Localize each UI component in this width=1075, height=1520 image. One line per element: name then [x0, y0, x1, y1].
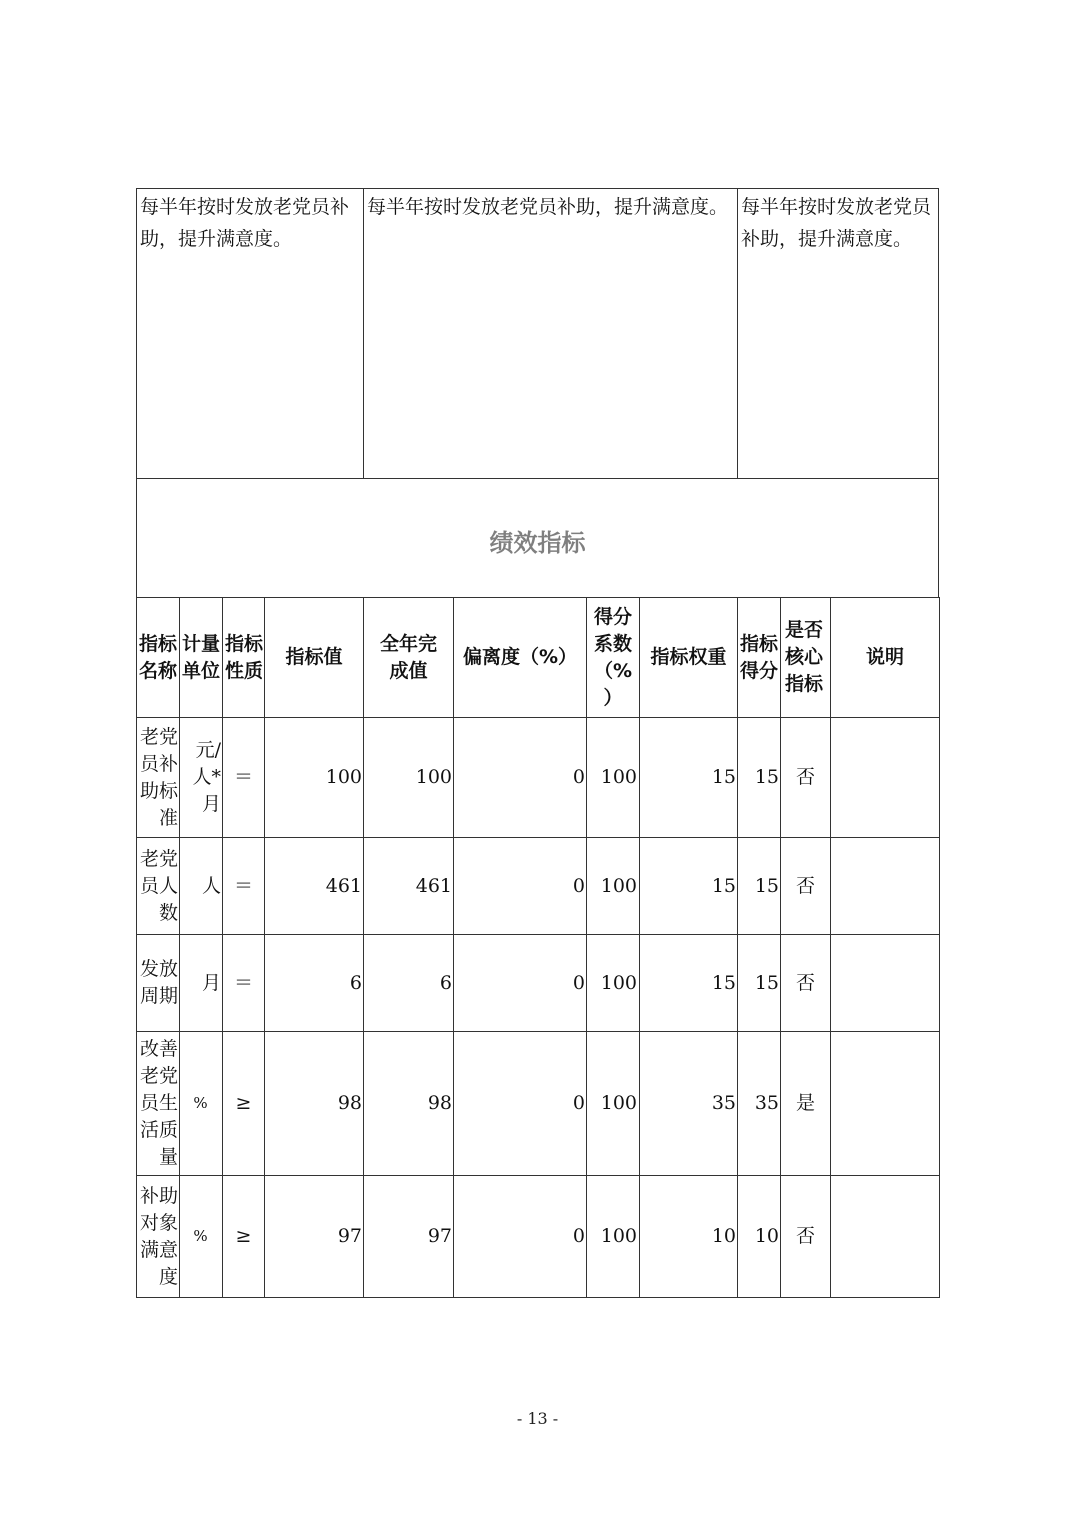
row-score: 15 [738, 718, 781, 838]
row-nature: ＝ [223, 718, 265, 838]
row-coef: 100 [587, 935, 640, 1032]
row-note [831, 838, 940, 935]
row-note [831, 718, 940, 838]
row-unit: % [180, 1176, 223, 1298]
page-number: - 13 - [516, 1409, 559, 1428]
row-core: 是 [781, 1032, 831, 1176]
header-weight: 指标权重 [640, 598, 738, 718]
row-name: 补助对象满意度 [137, 1176, 180, 1298]
row-value: 98 [265, 1032, 364, 1176]
header-coef: 得分系数（%） [587, 598, 640, 718]
row-name: 改善老党员生活质量 [137, 1032, 180, 1176]
goal-cell-1 [136, 188, 364, 479]
goal-text-3: 每半年按时发放老党员补助，提升满意度。 [741, 196, 932, 250]
row-core: 否 [781, 1176, 831, 1298]
row-unit: 月 [180, 935, 223, 1032]
table-row [137, 838, 940, 935]
row-weight: 15 [640, 838, 738, 935]
row-value: 461 [265, 838, 364, 935]
row-unit: 人 [180, 838, 223, 935]
row-deviation: 0 [454, 1176, 587, 1298]
row-deviation: 0 [454, 838, 587, 935]
metrics-table [136, 597, 940, 1298]
row-score: 35 [738, 1032, 781, 1176]
row-actual: 97 [364, 1176, 454, 1298]
header-value: 指标值 [265, 598, 364, 718]
row-value: 6 [265, 935, 364, 1032]
header-nature: 指标性质 [223, 598, 265, 718]
header-name: 指标名称 [137, 598, 180, 718]
row-actual: 6 [364, 935, 454, 1032]
row-weight: 35 [640, 1032, 738, 1176]
row-score: 15 [738, 935, 781, 1032]
row-name: 发放周期 [137, 935, 180, 1032]
row-deviation: 0 [454, 718, 587, 838]
row-coef: 100 [587, 718, 640, 838]
row-nature: ≥ [223, 1176, 265, 1298]
row-unit: 元/人*月 [180, 718, 223, 838]
goal-cell-2 [363, 188, 738, 479]
row-score: 10 [738, 1176, 781, 1298]
row-coef: 100 [587, 838, 640, 935]
row-core: 否 [781, 838, 831, 935]
table-row [137, 1176, 940, 1298]
row-weight: 15 [640, 935, 738, 1032]
section-title-band [136, 478, 939, 598]
header-note: 说明 [831, 598, 940, 718]
row-core: 否 [781, 935, 831, 1032]
row-nature: ≥ [223, 1032, 265, 1176]
goal-cell-3 [737, 188, 939, 479]
row-name: 老党员人数 [137, 838, 180, 935]
row-weight: 15 [640, 718, 738, 838]
header-deviation: 偏离度（%） [454, 598, 587, 718]
row-coef: 100 [587, 1032, 640, 1176]
section-title: 绩效指标 [489, 529, 586, 557]
row-actual: 100 [364, 718, 454, 838]
header-actual: 全年完成值 [364, 598, 454, 718]
table-row [137, 718, 940, 838]
row-deviation: 0 [454, 1032, 587, 1176]
row-unit: % [180, 1032, 223, 1176]
header-core: 是否核心指标 [781, 598, 831, 718]
row-nature: ＝ [223, 838, 265, 935]
row-deviation: 0 [454, 935, 587, 1032]
row-note [831, 1176, 940, 1298]
row-value: 97 [265, 1176, 364, 1298]
row-score: 15 [738, 838, 781, 935]
header-unit: 计量单位 [180, 598, 223, 718]
row-actual: 98 [364, 1032, 454, 1176]
row-note [831, 935, 940, 1032]
row-note [831, 1032, 940, 1176]
row-name: 老党员补助标准 [137, 718, 180, 838]
row-nature: ＝ [223, 935, 265, 1032]
row-value: 100 [265, 718, 364, 838]
row-core: 否 [781, 718, 831, 838]
row-actual: 461 [364, 838, 454, 935]
row-coef: 100 [587, 1176, 640, 1298]
goal-text-1: 每半年按时发放老党员补助，提升满意度。 [140, 196, 350, 250]
header-row [137, 598, 940, 718]
goal-text-2: 每半年按时发放老党员补助，提升满意度。 [367, 196, 729, 218]
row-weight: 10 [640, 1176, 738, 1298]
table-row [137, 1032, 940, 1176]
header-score: 指标得分 [738, 598, 781, 718]
table-row [137, 935, 940, 1032]
